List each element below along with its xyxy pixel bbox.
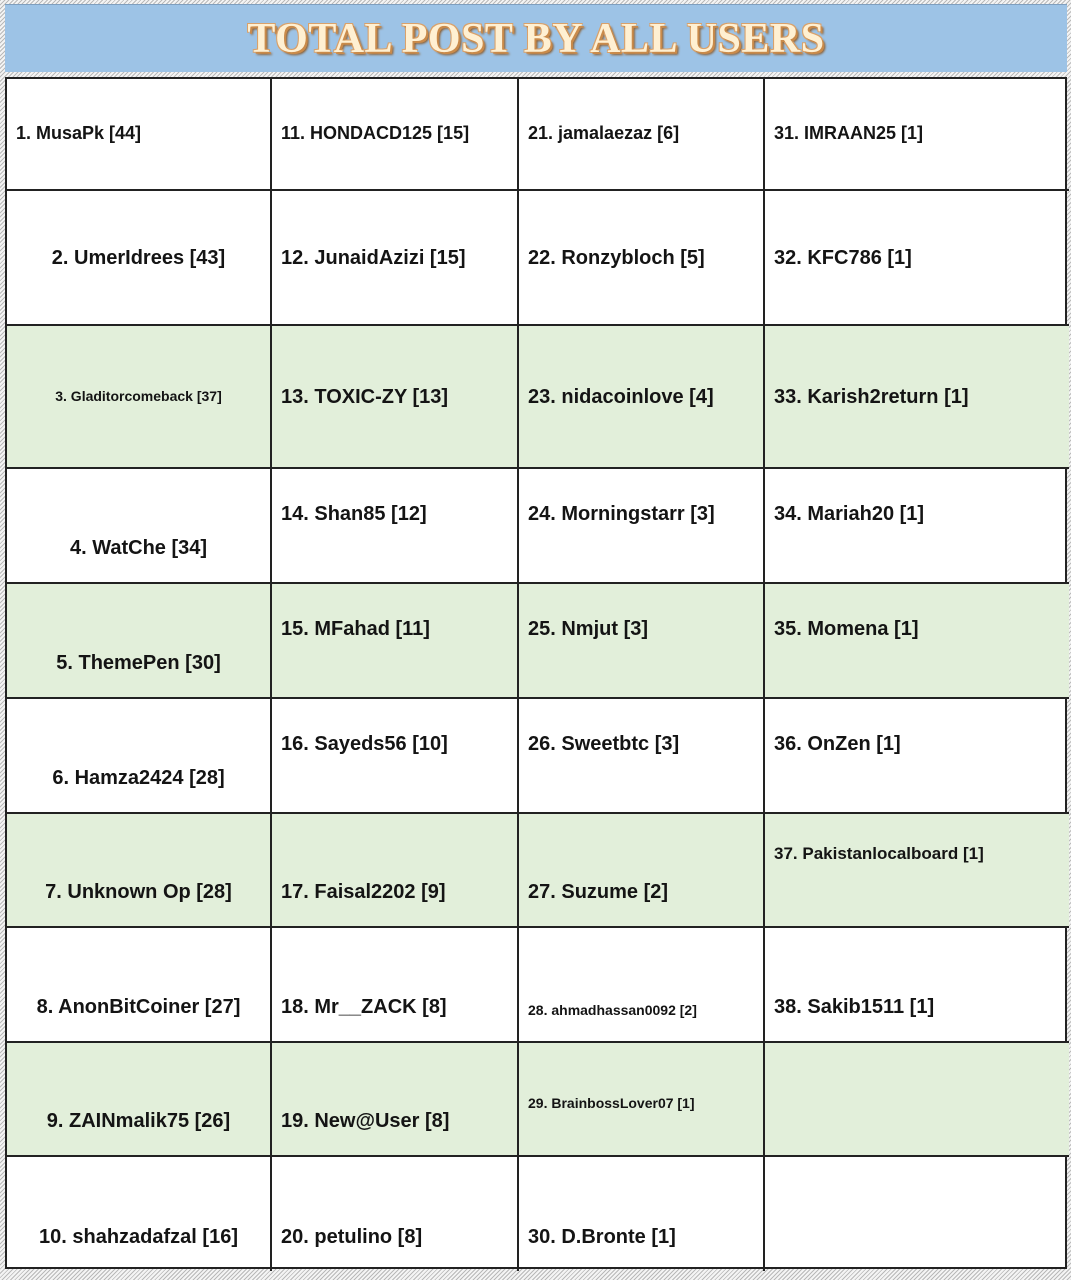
table-cell [765,1157,1069,1271]
table-header [5,4,1067,72]
table-cell: 5. ThemePen [30] [7,584,272,699]
table-cell: 8. AnonBitCoiner [27] [7,928,272,1043]
table-cell: 31. IMRAAN25 [1] [765,79,1069,191]
table-cell: 28. ahmadhassan0092 [2] [519,928,765,1043]
table-cell: 20. petulino [8] [272,1157,519,1271]
table-cell: 22. Ronzybloch [5] [519,191,765,326]
table-cell: 10. shahzadafzal [16] [7,1157,272,1271]
table-cell: 30. D.Bronte [1] [519,1157,765,1271]
table-cell: 35. Momena [1] [765,584,1069,699]
table-cell: 16. Sayeds56 [10] [272,699,519,814]
table-cell: 1. MusaPk [44] [7,79,272,191]
table-cell: 21. jamalaezaz [6] [519,79,765,191]
table-cell: 27. Suzume [2] [519,814,765,928]
table-cell: 7. Unknown Op [28] [7,814,272,928]
table-cell: 38. Sakib1511 [1] [765,928,1069,1043]
table-cell: 33. Karish2return [1] [765,326,1069,469]
users-table [5,77,1067,1269]
table-cell: 36. OnZen [1] [765,699,1069,814]
table-cell: 25. Nmjut [3] [519,584,765,699]
page-title: TOTAL POST BY ALL USERS [247,15,825,62]
table-cell: 14. Shan85 [12] [272,469,519,584]
table-cell: 26. Sweetbtc [3] [519,699,765,814]
table-cell: 17. Faisal2202 [9] [272,814,519,928]
table-cell: 37. Pakistanlocalboard [1] [765,814,1069,928]
table-cell: 9. ZAINmalik75 [26] [7,1043,272,1157]
table-cell: 2. UmerIdrees [43] [7,191,272,326]
table-cell: 3. Gladitorcomeback [37] [7,326,272,469]
table-cell: 29. BrainbossLover07 [1] [519,1043,765,1157]
table-cell: 32. KFC786 [1] [765,191,1069,326]
table-cell: 23. nidacoinlove [4] [519,326,765,469]
table-cell: 34. Mariah20 [1] [765,469,1069,584]
table-cell: 24. Morningstarr [3] [519,469,765,584]
table-cell: 11. HONDACD125 [15] [272,79,519,191]
table-cell [765,1043,1069,1157]
table-cell: 13. TOXIC-ZY [13] [272,326,519,469]
table-cell: 18. Mr__ZACK [8] [272,928,519,1043]
table-cell: 4. WatChe [34] [7,469,272,584]
table-cell: 6. Hamza2424 [28] [7,699,272,814]
table-cell: 15. MFahad [11] [272,584,519,699]
table-cell: 12. JunaidAzizi [15] [272,191,519,326]
table-cell: 19. New@User [8] [272,1043,519,1157]
